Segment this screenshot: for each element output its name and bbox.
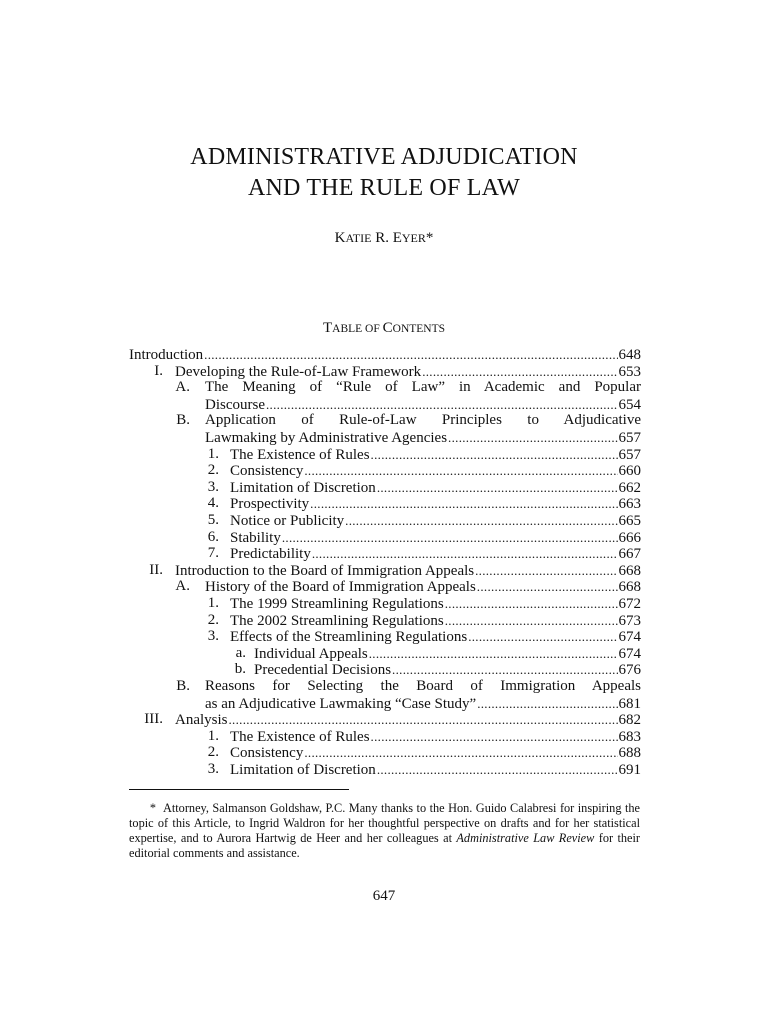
toc-entry-label: Individual Appeals [254, 645, 368, 662]
toc-entry-number: b. [234, 661, 246, 678]
toc-entry [207, 611, 641, 629]
toc-entry-label: The Existence of Rules [230, 728, 370, 745]
toc-leader-dots [310, 495, 617, 512]
toc-entry-page: 657 [618, 430, 641, 446]
toc-entry-label: Limitation of Discretion [230, 762, 376, 778]
toc-entry [175, 578, 641, 596]
toc-entry-page: 662 [618, 479, 641, 496]
toc-leader-dots [229, 711, 618, 728]
footnote-journal: Administrative Law Review [456, 831, 595, 845]
toc-entry [205, 695, 641, 712]
toc-entry [207, 761, 641, 778]
title-line-1: ADMINISTRATIVE ADJUDICATION [190, 144, 578, 170]
toc-entry-number: 2. [207, 611, 219, 628]
toc-leader-dots [345, 512, 617, 529]
toc-entry [144, 711, 641, 729]
toc-entry-page: 681 [618, 695, 641, 712]
toc-entry [207, 595, 641, 612]
toc-leader-dots [445, 595, 618, 612]
toc-leader-dots [377, 761, 618, 778]
toc-entry-number: B. [176, 678, 190, 694]
toc-entry-page: 667 [618, 546, 641, 563]
toc-entry-page: 660 [618, 463, 641, 480]
toc-entry [205, 429, 641, 446]
toc-entry-page: 665 [618, 513, 641, 529]
toc-entry [207, 445, 641, 463]
footnote-mark: * [149, 801, 157, 815]
toc-entry [207, 727, 641, 745]
toc-entry-label: The 1999 Streamlining Regulations [230, 596, 444, 612]
footnote-text: Attorney, Salmanson Goldshaw, P.C. Many thanks to the Hon. Guido Calabresi for inspiring the topic of this Article, to Ingrid Waldron for her thoughtful perspective on drafts and for her statistical expertise, and to Aurora Hartwig de Heer and her colleagues at [129, 801, 640, 845]
toc-entry-label: Developing the Rule-of-Law Framework [175, 363, 422, 380]
toc-entry-page: 666 [618, 529, 641, 546]
toc-entry-number: 3. [207, 478, 219, 495]
toc-entry-label: Lawmaking by Administrative Agencies [205, 430, 448, 446]
toc-leader-dots [477, 695, 617, 712]
article-title [0, 142, 768, 204]
toc-entry-number: 1. [207, 445, 219, 462]
toc-entry-number: 1. [207, 727, 219, 744]
toc-entry-label: Analysis [175, 712, 228, 729]
footnote-divider [129, 789, 349, 790]
author-name: KATIE R. EYER* [334, 230, 434, 246]
toc-entry-number: I. [154, 362, 163, 379]
toc-entry-label: Introduction to the Board of Immigration Appeals [175, 562, 475, 579]
toc-entry-page: 674 [618, 645, 641, 662]
toc-entry [207, 545, 641, 563]
toc-entry [207, 628, 641, 646]
toc-entry [129, 346, 641, 363]
toc-entry-number: 7. [207, 545, 219, 562]
toc-entry-label: The Existence of Rules [230, 446, 370, 463]
toc-entry-label: Precedential Decisions [254, 662, 392, 679]
toc-entry-label: Application of Rule-of-Law Principles to Adjudicative [205, 412, 641, 429]
toc-entry-label: Reasons for Selecting the Board of Immigration Appeals [205, 678, 641, 694]
toc-entry-number: B. [176, 412, 190, 429]
toc-entry-page: 676 [618, 662, 641, 679]
toc-leader-dots [204, 346, 617, 363]
toc-entry-label: Introduction [129, 347, 204, 363]
title-line-2: AND THE RULE OF LAW [247, 175, 521, 201]
toc-entry-label: Consistency [230, 463, 304, 480]
toc-entry-page: 673 [618, 612, 641, 629]
toc-entry [205, 396, 641, 413]
toc-entry-label: Predictability [230, 546, 311, 563]
toc-entry-page: 672 [618, 596, 641, 612]
toc-leader-dots [304, 462, 617, 479]
toc-entry-number: 5. [207, 512, 219, 528]
toc-entry-number: 2. [207, 744, 219, 761]
toc-entry-number: A. [175, 379, 190, 396]
toc-entry-page: 691 [618, 762, 641, 778]
toc-entry [207, 528, 641, 546]
toc-entry-number: 4. [207, 495, 219, 512]
toc-entry-number: II. [149, 561, 163, 578]
toc-leader-dots [448, 429, 617, 446]
toc-entry-label: History of the Board of Immigration Appeals [205, 579, 476, 596]
toc-leader-dots [371, 446, 618, 463]
toc-entry [207, 512, 641, 529]
toc-entry-label: as an Adjudicative Lawmaking “Case Study” [205, 695, 477, 712]
toc-entry-page: 663 [618, 496, 641, 513]
toc-leader-dots [377, 479, 618, 496]
footnote [129, 801, 640, 861]
toc-leader-dots [422, 363, 617, 380]
toc-entry [154, 362, 641, 380]
toc-entry-page: 688 [618, 745, 641, 762]
toc-entry [149, 561, 641, 579]
toc-entry-number: 3. [207, 761, 219, 777]
toc-entry-label: Effects of the Streamlining Regulations [230, 629, 468, 646]
page-number: 647 [372, 888, 396, 904]
toc-entry-label: Consistency [230, 745, 304, 762]
toc-entry-page: 668 [618, 579, 641, 596]
toc-entry-number: 2. [207, 462, 219, 479]
footnote-text-end: for their editorial comments and assistance. [129, 831, 641, 860]
toc-entry-label: Prospectivity [230, 496, 310, 513]
toc-entry-label: Notice or Publicity [230, 513, 345, 529]
toc-entry [235, 644, 641, 662]
toc-entry-page: 654 [618, 396, 641, 413]
toc-entry [176, 678, 641, 695]
toc-entry [207, 462, 641, 480]
toc-entry-page: 653 [618, 363, 641, 380]
toc-entry-page: 657 [618, 446, 641, 463]
toc-entry-page: 683 [618, 728, 641, 745]
toc-entry-number: a. [235, 644, 246, 661]
toc-entry [176, 412, 641, 429]
toc-entry-label: Discourse [205, 396, 265, 413]
toc-leader-dots [266, 396, 618, 413]
toc-entry-number: 6. [207, 528, 219, 545]
toc-entry-page: 668 [618, 562, 641, 579]
toc-leader-dots [312, 545, 618, 562]
toc-entry [207, 495, 641, 513]
toc-entry [175, 379, 641, 396]
toc-leader-dots [445, 612, 618, 629]
toc-leader-dots [371, 728, 618, 745]
toc-entry-page: 648 [618, 347, 641, 363]
toc-entry-page: 682 [618, 712, 641, 729]
toc-entry-number: 1. [207, 595, 219, 611]
toc-entry-label: Stability [230, 529, 281, 546]
toc-heading: TABLE OF CONTENTS [322, 320, 446, 336]
toc-leader-dots [468, 628, 617, 645]
toc-entry-page: 674 [618, 629, 641, 646]
toc-leader-dots [282, 529, 618, 546]
toc-leader-dots [304, 744, 617, 761]
toc-entry-number: 3. [207, 628, 219, 645]
toc-leader-dots [392, 661, 617, 678]
toc-entry [207, 744, 641, 762]
toc-leader-dots [369, 645, 618, 662]
toc-leader-dots [477, 578, 618, 595]
toc-entry-number: III. [144, 711, 163, 728]
toc-entry-label: The Meaning of “Rule of Law” in Academic and Popular [205, 379, 641, 396]
toc-leader-dots [475, 562, 617, 579]
toc-entry-label: The 2002 Streamlining Regulations [230, 612, 444, 629]
toc-entry-number: A. [175, 578, 190, 595]
toc-entry [234, 661, 641, 679]
toc-entry [207, 478, 641, 496]
toc-entry-label: Limitation of Discretion [230, 479, 376, 496]
